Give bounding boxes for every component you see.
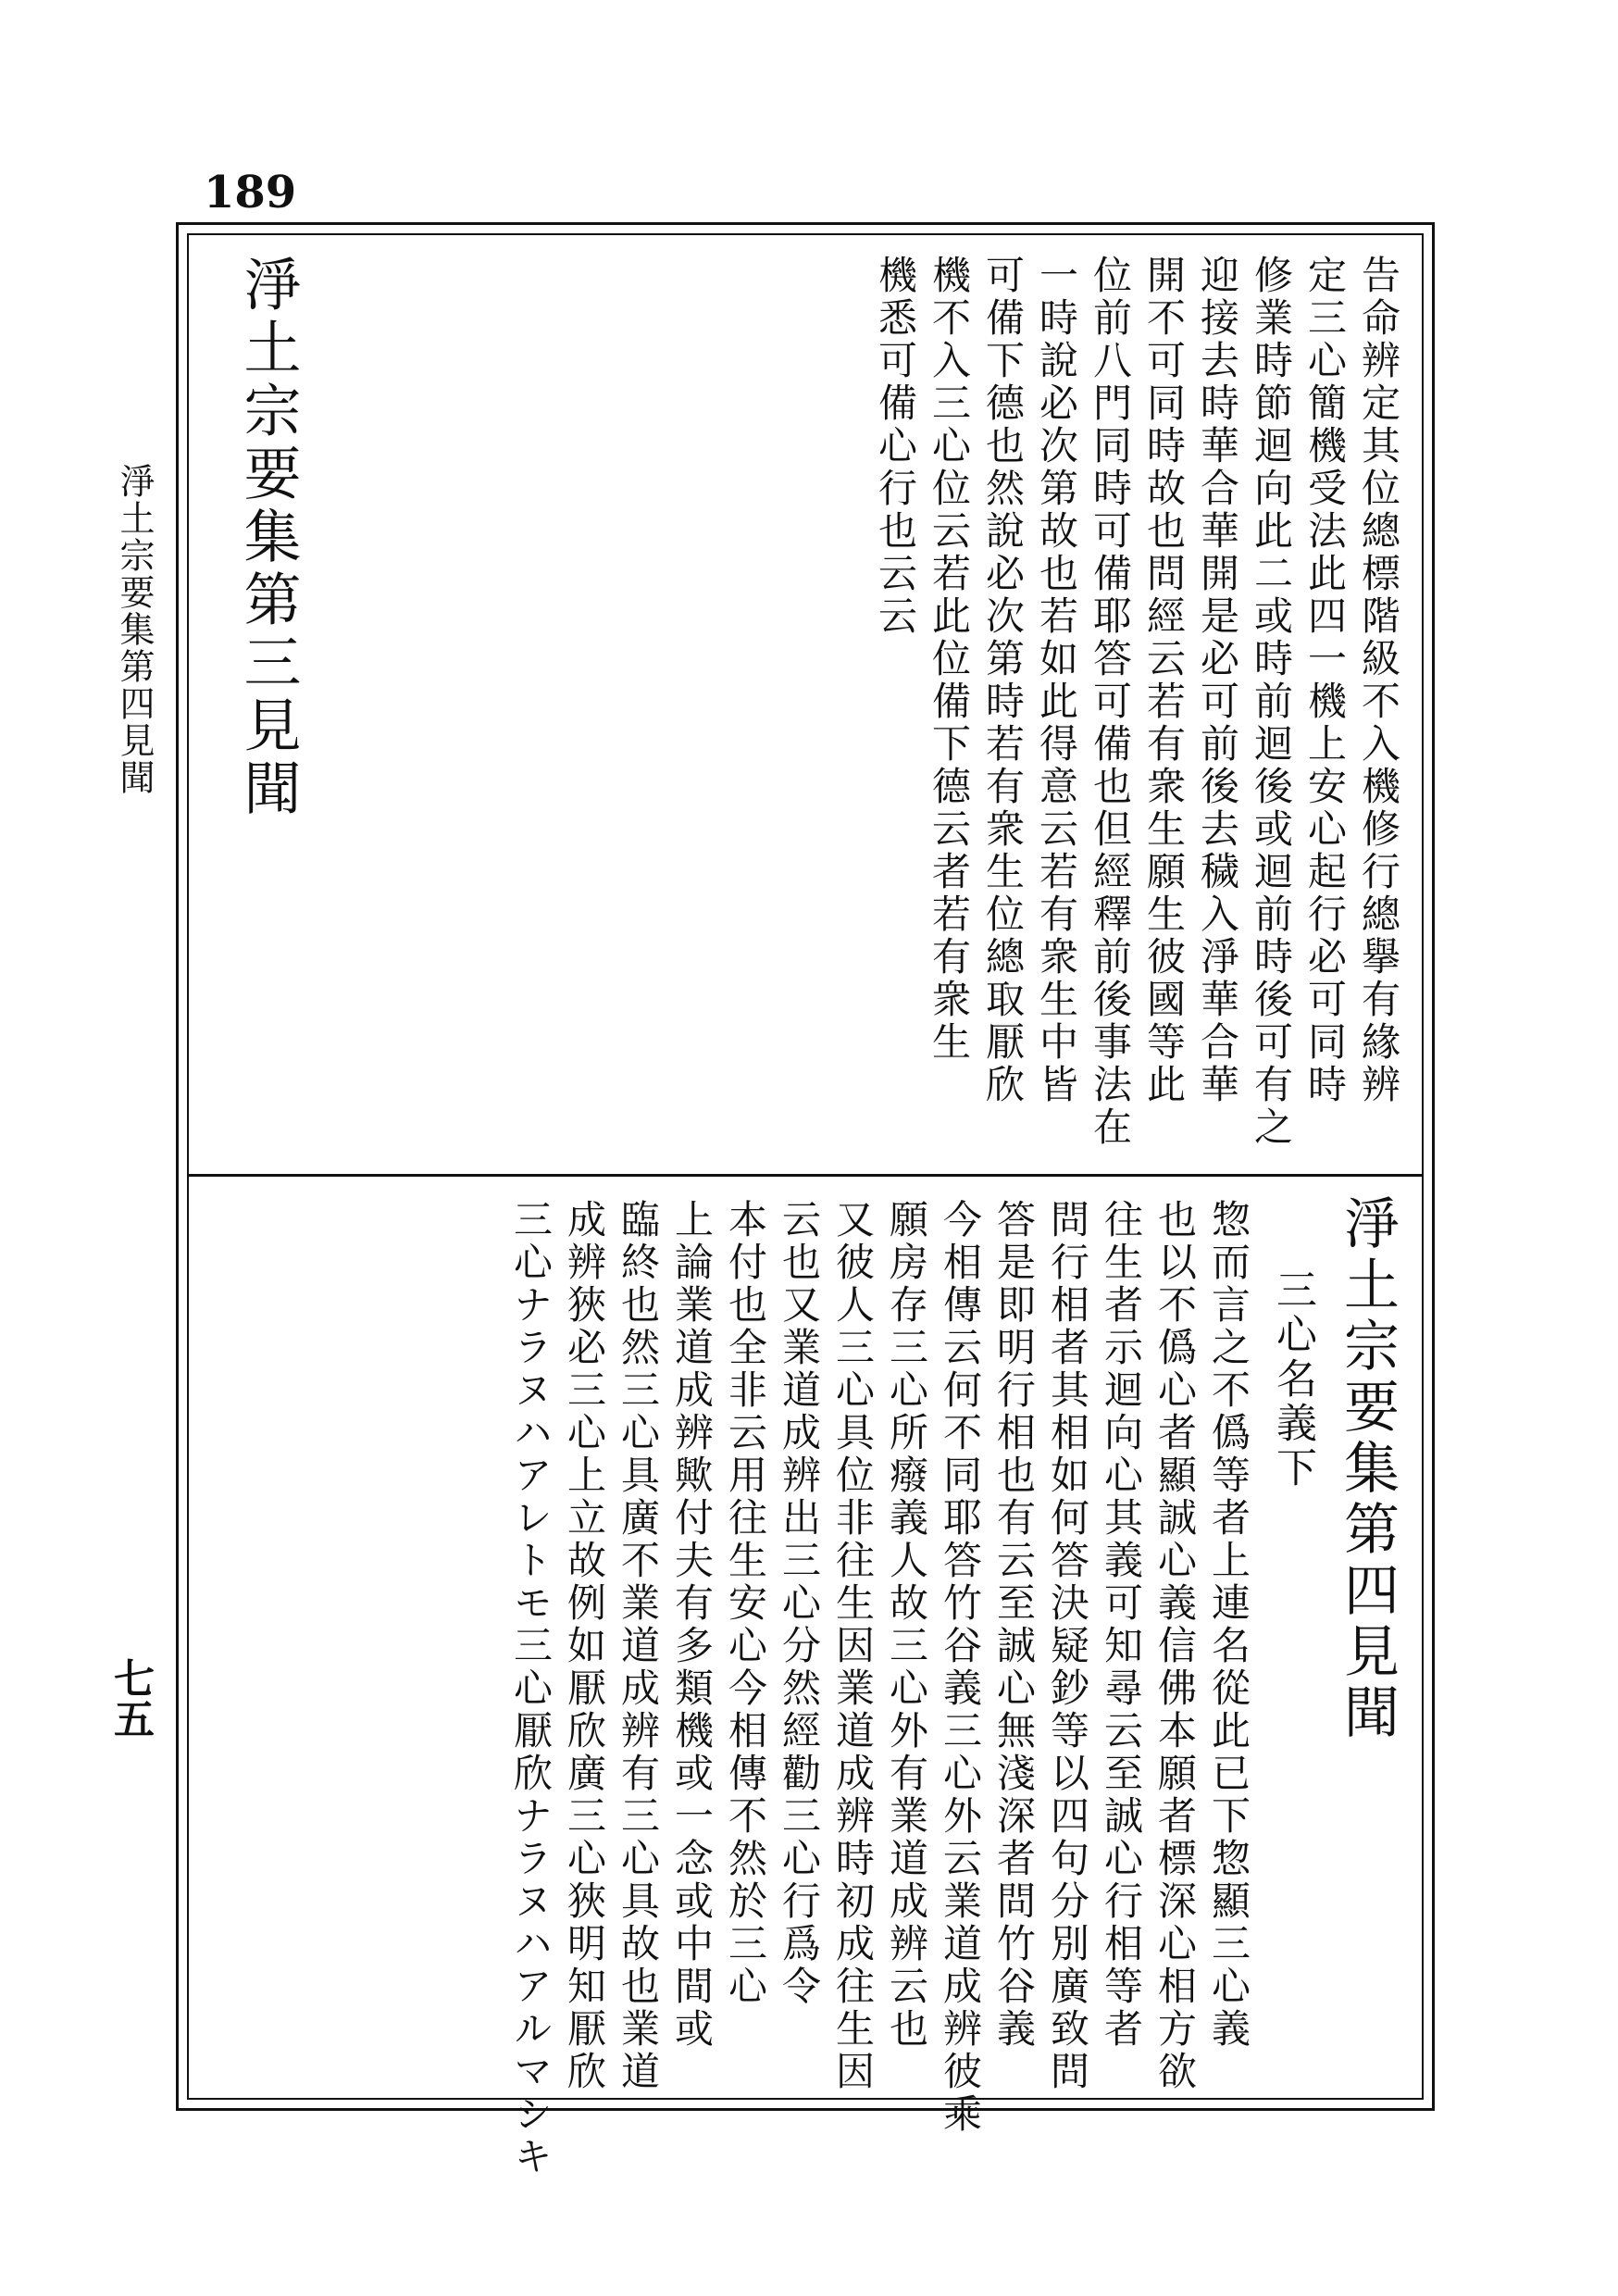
bottom-section-title: 淨土宗要集第四見聞 — [1335, 1194, 1400, 1744]
text-column: 今相傳云何不同耶答竹谷義三心外云業道成辨彼乘 — [938, 1199, 983, 2136]
bottom-section-text — [504, 1199, 1255, 2178]
text-column: 迎接去時華合華開是必可前後去穢入淨華合華 — [1195, 255, 1240, 1106]
text-column: 惣而言之不僞等者上連名從此已下惣顯三心義 — [1206, 1199, 1251, 2051]
folio-number: 七五 — [106, 1657, 154, 1739]
top-section-title: 淨土宗要集第三見聞 — [234, 255, 302, 821]
text-column: 願房存三心所癈義人故三心外有業道成辨云也 — [884, 1199, 929, 2051]
text-column: 定三心簡機受法此四一機上安心起行必可同時 — [1302, 255, 1348, 1106]
text-column: 位前八門同時可備耶答可備也但經釋前後事法在 — [1088, 255, 1133, 1149]
bottom-section-subtitle: 三心名義下 — [1269, 1268, 1316, 1491]
top-section-text — [868, 255, 1405, 1167]
page-number: 189 — [204, 167, 297, 218]
text-column: 開不可同時故也問經云若有衆生願生彼國等此 — [1141, 255, 1187, 1106]
text-column: 告命辨定其位總標階級不入機修行總擧有緣辨 — [1356, 255, 1401, 1106]
text-column: 三心ナラヌハアレトモ三心厭欣ナラヌハアルマシキ — [508, 1199, 554, 2178]
text-column: 可備下德也然說必次第時若有衆生位總取厭欣 — [980, 255, 1026, 1106]
text-column: 本付也全非云用往生安心今相傳不然於三心 — [723, 1199, 768, 2008]
text-column: 機悉可備心行也云云 — [873, 255, 918, 638]
text-column: 成辨狹必三心上立故例如厭欣廣三心狹明知厭欣 — [562, 1199, 607, 2093]
text-column: 答是即明行相也有云至誠心無淺深者問竹谷義 — [991, 1199, 1037, 2051]
text-column: 臨終也然三心具廣不業道成辨有三心具故也業道 — [616, 1199, 661, 2093]
text-column: 云也又業道成辨出三心分然經勸三心行爲令 — [777, 1199, 822, 2008]
section-divider — [187, 1174, 1424, 1177]
text-column: 也以不僞心者顯誠心義信佛本願者標深心相方欲 — [1152, 1199, 1198, 2093]
text-column: 又彼人三心具位非往生因業道成辨時初成往生因 — [830, 1199, 876, 2093]
text-column: 上論業道成辨歟付夫有多類機或一念或中間或 — [669, 1199, 715, 2051]
text-column: 機不入三心位云若此位備下德云者若有衆生 — [927, 255, 972, 1064]
text-column: 修業時節迴向此二或時前迴後或迴前時後可有之 — [1249, 255, 1294, 1149]
text-column: 一時說必次第故也若如此得意云若有衆生中皆 — [1034, 255, 1079, 1106]
running-title: 淨土宗要集第四見聞 — [114, 463, 155, 796]
text-column: 往生者示迴向心其義可知尋云至誠心行相等者 — [1099, 1199, 1144, 2051]
text-column: 問行相者其相如何答決疑鈔等以四句分別廣致問 — [1045, 1199, 1090, 2093]
